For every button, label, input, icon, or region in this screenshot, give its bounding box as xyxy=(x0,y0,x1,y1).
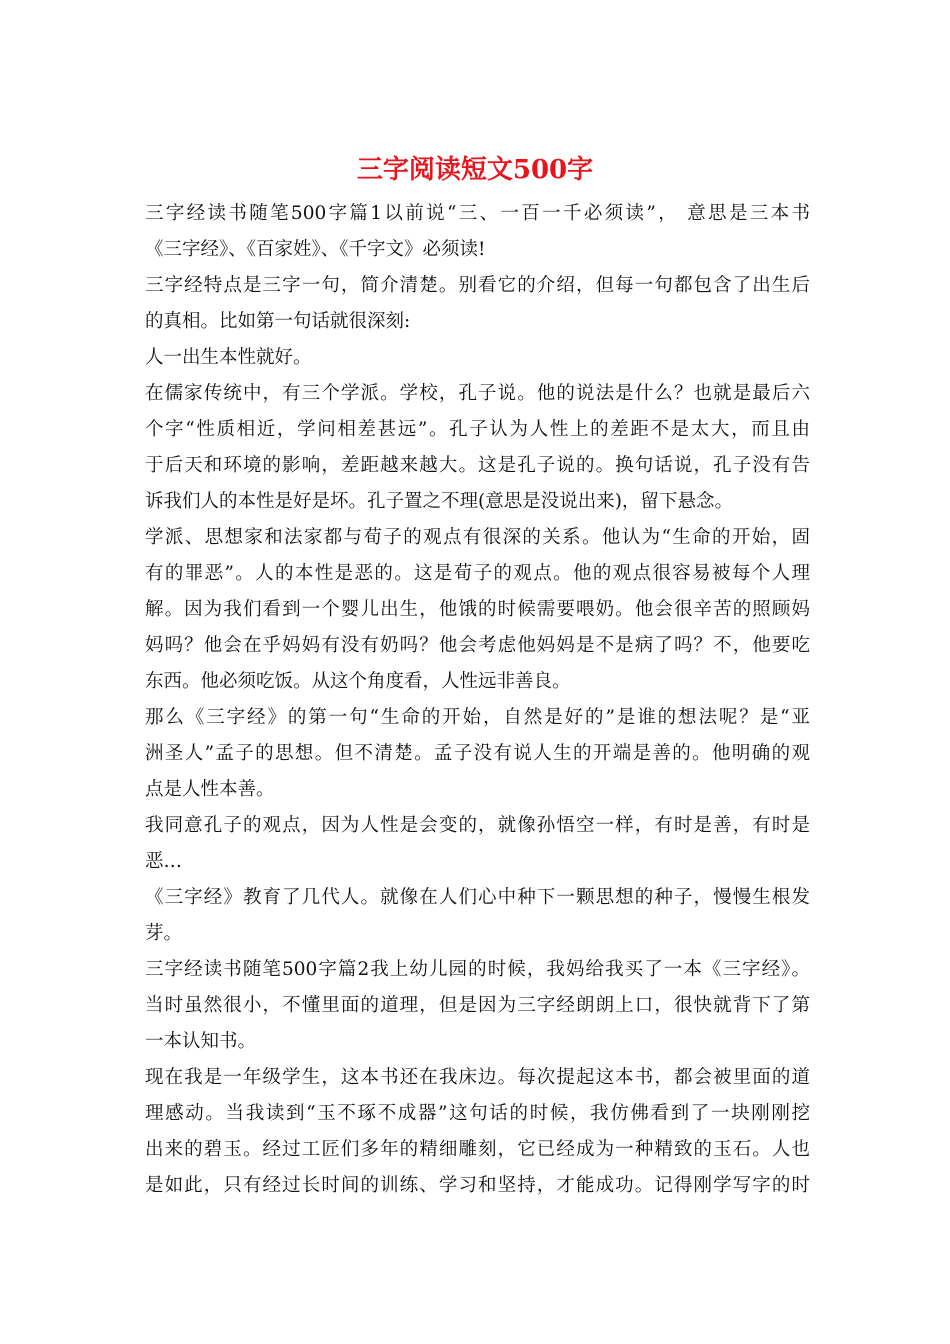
text-line: 理感动。当我读到“玉不琢不成器”这句话的时候，我仿佛看到了一块刚刚挖 xyxy=(145,1103,810,1124)
text-line: 学派、思想家和法家都与荀子的观点有很深的关系。他认为“生命的开始，固 xyxy=(145,527,810,548)
text-line: 东西。他必须吃饭。从这个角度看，人性远非善良。 xyxy=(145,671,571,692)
text-line: 《三字经》、《百家姓》、《千字文》必须读! xyxy=(145,239,486,260)
text-line: 在儒家传统中，有三个学派。学校，孔子说。他的说法是什么？也就是最后六 xyxy=(145,383,810,404)
text-line: 解。因为我们看到一个婴儿出生，他饿的时候需要喂奶。他会很辛苦的照顾妈 xyxy=(145,599,810,620)
text-line: 恶… xyxy=(145,851,183,872)
text-line: 芽。 xyxy=(145,923,183,944)
text-line: 三字经读书随笔500字篇2我上幼儿园的时候，我妈给我买了一本《三字经》。 xyxy=(145,959,810,980)
text-line: 个字“性质相近，学问相差甚远”。孔子认为人性上的差距不是太大，而且由 xyxy=(145,419,810,440)
text-line: 出来的碧玉。经过工匠们多年的精细雕刻，它已经成为一种精致的玉石。人也 xyxy=(145,1139,810,1160)
text-line: 是如此，只有经过长时间的训练、学习和坚持，才能成功。记得刚学写字的时 xyxy=(145,1175,810,1196)
document-title: 三字阅读短文500字 xyxy=(356,155,594,185)
text-line: 那么《三字经》的第一句“生命的开始，自然是好的”是谁的想法呢？是“亚 xyxy=(145,707,810,728)
text-line: 《三字经》教育了几代人。就像在人们心中种下一颗思想的种子，慢慢生根发 xyxy=(145,887,810,908)
text-line: 三字经特点是三字一句，简介清楚。别看它的介绍，但每一句都包含了出生后 xyxy=(145,275,810,296)
text-line: 一本认知书。 xyxy=(145,1031,257,1052)
text-line: 洲圣人”孟子的思想。但不清楚。孟子没有说人生的开端是善的。他明确的观 xyxy=(145,743,810,764)
text-line: 我同意孔子的观点，因为人性是会变的，就像孙悟空一样，有时是善，有时是 xyxy=(145,815,810,836)
text-line: 现在我是一年级学生，这本书还在我床边。每次提起这本书，都会被里面的道 xyxy=(145,1067,810,1088)
text-line: 于后天和环境的影响，差距越来越大。这是孔子说的。换句话说，孔子没有告 xyxy=(145,455,810,476)
text-line: 人一出生本性就好。 xyxy=(145,347,312,368)
text-line: 点是人性本善。 xyxy=(145,779,275,800)
text-line: 有的罪恶”。人的本性是恶的。这是荀子的观点。他的观点很容易被每个人理 xyxy=(145,563,810,584)
text-line: 当时虽然很小，不懂里面的道理，但是因为三字经朗朗上口，很快就背下了第 xyxy=(145,995,810,1016)
text-line: 三字经读书随笔500字篇1以前说“三、一百一千必须读”， 意思是三本书 xyxy=(145,203,810,224)
text-line: 妈吗？他会在乎妈妈有没有奶吗？他会考虑他妈妈是不是病了吗？不，他要吃 xyxy=(145,635,810,656)
text-line: 诉我们人的本性是好是坏。孔子置之不理(意思是没说出来)，留下悬念。 xyxy=(145,491,733,512)
text-line: 的真相。比如第一句话就很深刻: xyxy=(145,311,411,332)
